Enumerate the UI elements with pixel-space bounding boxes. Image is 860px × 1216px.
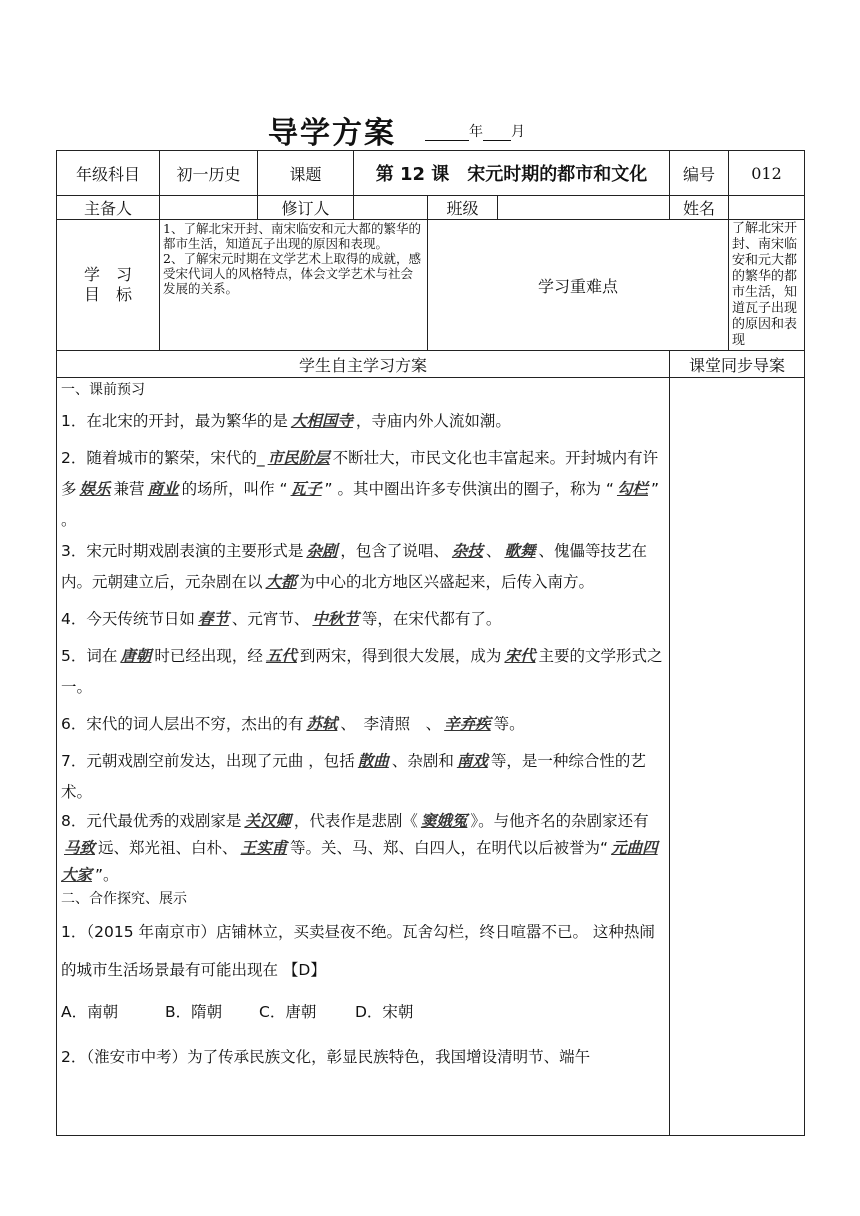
preparer-label: 主备人: [57, 196, 160, 220]
title-row: [0, 108, 860, 152]
reviser-label: 修订人: [258, 196, 354, 220]
answer-blank: 元曲四大家: [61, 839, 658, 884]
year-label: 年: [469, 124, 483, 140]
explore-options: [61, 997, 665, 1028]
goals-text: [160, 220, 428, 351]
answer-blank: 苏轼: [306, 715, 338, 733]
answer-blank: 商业: [147, 480, 179, 498]
answer-blank: 马致: [64, 839, 96, 857]
answer-blank: 娱乐: [79, 480, 111, 498]
year-blank: [425, 126, 469, 141]
class-label: 班级: [428, 196, 498, 220]
key-points-label: 学习重难点: [428, 220, 729, 351]
info-row-2: [57, 196, 805, 220]
preview-question-1: 1．在北宋的开封，最为繁华的是 大相国寺 ，寺庙内外人流如潮。: [61, 412, 511, 430]
answer-blank: 宋代: [504, 647, 536, 665]
number-label: 编号: [670, 151, 729, 196]
answer-blank: 市民阶层: [267, 449, 330, 467]
explore-question-2: 2．（淮安市中考）为了传承民族文化，彰显民族特色，我国增设清明节、端午: [61, 1048, 591, 1066]
preview-question-2: 2．随着城市的繁荣，宋代的_ 市民阶层 不断壮大，市民文化也丰富起来。开封城内有许多 娱乐 兼营 商业 的场所，叫作 “ 瓦子 ” 。其中圈出许多专供演出的圈子，称为 “ 勾栏 ” 。: [61, 449, 660, 529]
date-line: [425, 121, 525, 141]
answer-blank: 大相国寺: [290, 412, 353, 430]
answer-blank: 南戏: [456, 752, 488, 770]
number-value: 012: [729, 151, 805, 196]
preview-heading: 一、课前预习: [61, 382, 145, 398]
month-label: 月: [511, 124, 525, 140]
goals-label-line-2: 目 标: [83, 285, 132, 304]
answer-blank: 王实甫: [240, 839, 288, 857]
answer-blank: 窦娥冤: [420, 812, 468, 830]
answer-blank: 杂技: [451, 542, 483, 560]
reviser-value: [354, 196, 428, 220]
month-blank: [483, 126, 511, 141]
name-value: [729, 196, 805, 220]
goals-label-line-1: 学 习: [83, 265, 132, 284]
answer-blank: 勾栏: [616, 480, 648, 498]
document-title: 导学方案: [268, 116, 396, 151]
preview-question-7: 7．元朝戏剧空前发达，出现了元曲 ，包括 散曲 、杂剧和 南戏 等，是一种综合性的艺术。: [61, 752, 646, 801]
answer-blank: 瓦子: [290, 480, 322, 498]
answer-blank: 散曲: [357, 752, 389, 770]
option-b: B．隋朝: [165, 1003, 223, 1021]
preparer-value: [160, 196, 258, 220]
goals-label: [57, 220, 160, 351]
option-a: A．南朝: [61, 1003, 119, 1021]
grade-subject-label: 年级科目: [57, 151, 160, 196]
class-guide-heading: 课堂同步导案: [670, 351, 805, 378]
info-row-1: [57, 151, 805, 196]
option-d: D．宋朝: [355, 1003, 414, 1021]
explore-heading: 二、合作探究、展示: [61, 891, 187, 907]
student-plan-heading: 学生自主学习方案: [57, 351, 670, 378]
answer-blank: 五代: [265, 647, 297, 665]
answer-blank: 春节: [197, 610, 229, 628]
goal-1: 1、了解北宋开封、南宋临安和元大都的繁华的都市生活，知道瓦子出现的原因和表现。: [163, 221, 421, 251]
content-row: [57, 378, 805, 1136]
class-guide-content: [670, 378, 805, 1136]
preview-question-6: 6．宋代的词人层出不穷，杰出的有 苏轼 、 李清照 、 辛弃疾 等。: [61, 715, 525, 733]
student-content: [57, 378, 670, 1136]
answer-blank: 大都: [265, 573, 297, 591]
class-value: [498, 196, 670, 220]
answer-blank: 中秋节: [312, 610, 359, 628]
goals-row: [57, 220, 805, 351]
goal-2: 2、了解宋元时期在文学艺术上取得的成就，感受宋代词人的风格特点，体会文学艺术与社会发展的关系。: [163, 251, 421, 296]
topic-label: 课题: [258, 151, 354, 196]
option-c: C．唐朝: [259, 1003, 317, 1021]
lesson-title: 第 12 课 宋元时期的都市和文化: [354, 151, 670, 196]
answer-blank: 杂剧: [306, 542, 338, 560]
answer-blank: 唐朝: [120, 647, 152, 665]
preview-question-3: 3．宋元时期戏剧表演的主要形式是 杂剧 ，包含了说唱、 杂技 、 歌舞 、傀儡等技艺在内。元朝建立后，元杂剧在以 大都 为中心的北方地区兴盛起来，后传入南方。: [61, 542, 647, 591]
answer-blank: 歌舞: [504, 542, 536, 560]
preview-question-5: 5．词在 唐朝 时已经出现，经 五代 到两宋，得到很大发展，成为 宋代 主要的文学形式之一。: [61, 647, 663, 696]
lesson-plan-table: [56, 150, 805, 1136]
grade-subject-value: 初一历史: [160, 151, 258, 196]
answer-blank: 关汉卿: [244, 812, 291, 830]
preview-question-4: 4．今天传统节日如 春节 、元宵节、 中秋节 等，在宋代都有了。: [61, 610, 502, 628]
preview-question-8: 8．元代最优秀的戏剧家是 关汉卿 ，代表作是悲剧《 窦娥冤 》。与他齐名的杂剧家还有马致 远、郑光祖、白朴、 王实甫 等。关、马、郑、白四人，在明代以后被誉为“ 元曲四大家 ”。: [61, 812, 658, 884]
answer-blank: 辛弃疾: [444, 715, 491, 733]
name-label: 姓名: [670, 196, 729, 220]
explore-question-1: 1．（2015 年南京市）店铺林立，买卖昼夜不绝。瓦舍勾栏，终日喧嚣不已。 这种热闹的城市生活场景最有可能出现在 【D】: [61, 923, 655, 979]
key-points-text: 了解北宋开封、南宋临安和元大都的繁华的都市生活，知道瓦子出现的原因和表现: [729, 220, 805, 351]
section-header-row: [57, 351, 805, 378]
